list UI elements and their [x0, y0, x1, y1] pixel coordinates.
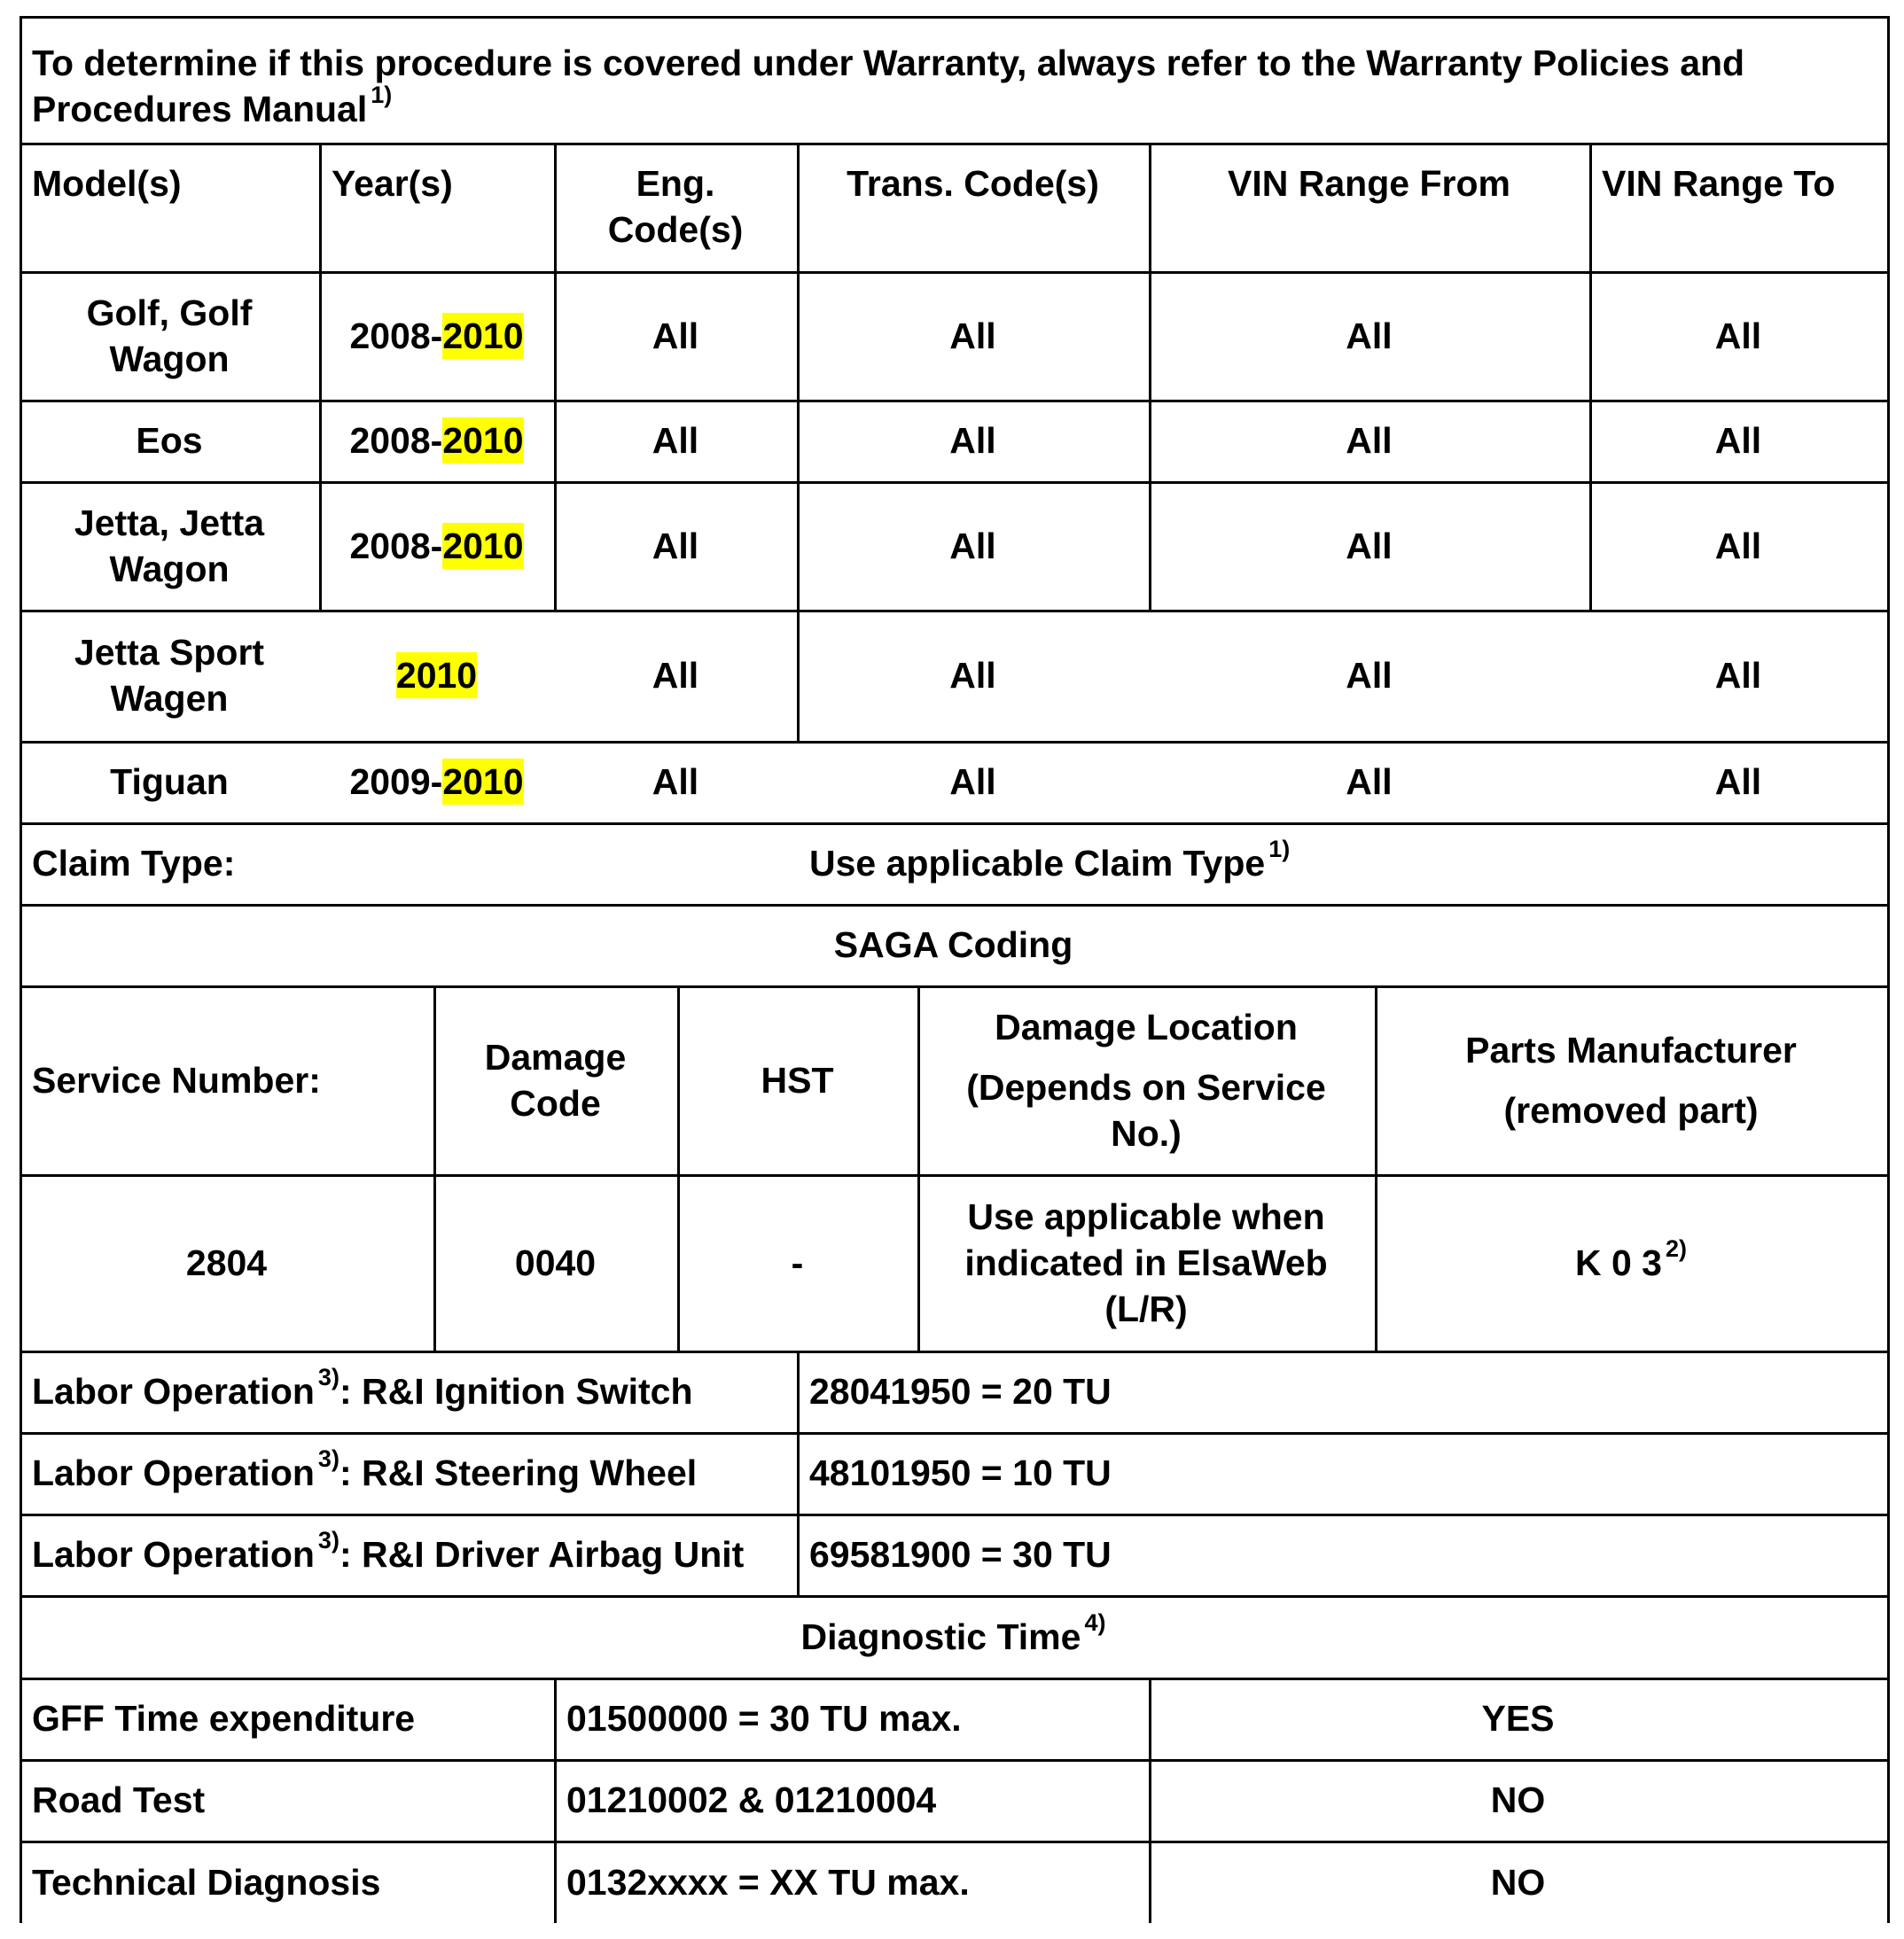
diagnostic-code: 01210002 & 01210004 [566, 1779, 937, 1820]
saga-service-number: 2804 [185, 1242, 268, 1283]
footnote-ref: 1) [371, 82, 393, 109]
footnote-ref: 4) [1084, 1608, 1106, 1636]
vin-to-cell: All [1714, 315, 1762, 356]
saga-damage-code: 0040 [514, 1242, 597, 1283]
year-from: 2008- [349, 525, 443, 566]
model-cell: Golf, Golf Wagon [86, 292, 253, 379]
year-from: 2008- [349, 315, 443, 356]
model-cell: Tiguan [110, 761, 229, 802]
damage-location-title: Damage Location [995, 1006, 1298, 1047]
saga-header-service-number: Service Number: [32, 1059, 321, 1101]
diagnostic-answer: NO [1490, 1779, 1546, 1820]
year-to-highlight: 2010 [442, 417, 523, 463]
col-header-model: Model(s) [32, 163, 182, 204]
trans-cell: All [949, 761, 996, 802]
eng-cell: All [652, 761, 699, 802]
footnote-ref: 3) [317, 1364, 339, 1391]
trans-cell: All [949, 315, 996, 356]
model-cell: Jetta Sport Wagen [74, 632, 265, 719]
diagnostic-code: 01500000 = 30 TU max. [566, 1698, 962, 1739]
claim-type-text: Use applicable Claim Type [809, 843, 1266, 884]
parts-manufacturer-title: Parts Manufacturer [1465, 1029, 1797, 1071]
labor-operation-value: 28041950 = 20 TU [809, 1371, 1112, 1412]
labor-prefix: Labor Operation [32, 1534, 315, 1575]
vin-to-cell: All [1714, 525, 1762, 566]
year-to-highlight: 2010 [396, 652, 477, 698]
diagnostic-label: Technical Diagnosis [32, 1861, 381, 1903]
trans-cell: All [949, 420, 996, 461]
diagnostic-label: GFF Time expenditure [32, 1698, 416, 1739]
year-from: 2009- [349, 761, 443, 802]
claim-type-label: Claim Type: [32, 843, 236, 884]
col-header-vin-to: VIN Range To [1602, 163, 1836, 204]
labor-prefix: Labor Operation [32, 1371, 315, 1412]
labor-suffix: : R&I Steering Wheel [339, 1452, 698, 1493]
model-cell: Jetta, Jetta Wagon [74, 502, 265, 589]
saga-header-parts-manufacturer [1375, 985, 1887, 1174]
year-cell [319, 400, 554, 481]
labor-suffix: : R&I Ignition Switch [339, 1371, 693, 1412]
saga-damage-location: Use applicable when indicated in ElsaWeb (L/R) [964, 1195, 1328, 1329]
diagnostic-answer: YES [1481, 1698, 1555, 1739]
year-to-highlight: 2010 [442, 313, 523, 359]
labor-operation-value: 69581900 = 30 TU [809, 1534, 1112, 1575]
labor-operation-label [20, 1432, 797, 1514]
col-header-eng-code: Eng. Code(s) [607, 163, 744, 250]
year-from: 2008- [349, 420, 443, 461]
rule [20, 16, 1890, 19]
diagnostic-code: 0132xxxx = XX TU max. [566, 1861, 970, 1903]
eng-cell: All [652, 655, 699, 696]
col-header-vin-from: VIN Range From [1228, 163, 1510, 204]
year-to-highlight: 2010 [442, 523, 523, 569]
labor-prefix: Labor Operation [32, 1452, 315, 1493]
eng-cell: All [652, 315, 699, 356]
parts-manufacturer-subtitle: (removed part) [1503, 1089, 1759, 1131]
parts-manufacturer-code: K 0 3 [1574, 1242, 1662, 1283]
damage-location-subtitle: (Depends on Service No.) [966, 1066, 1326, 1154]
labor-operation-label [20, 1351, 797, 1432]
saga-header-hst: HST [761, 1059, 834, 1101]
trans-cell: All [949, 655, 996, 696]
labor-operation-value: 48101950 = 10 TU [809, 1452, 1112, 1493]
warranty-notice-text: To determine if this procedure is covered under Warranty, always refer to the Warranty Policies and Procedures Manual [32, 43, 1745, 129]
model-cell: Eos [136, 420, 203, 461]
diagnostic-title [20, 1595, 1887, 1678]
eng-cell: All [652, 525, 699, 566]
claim-type-value [797, 822, 1887, 904]
year-to-highlight: 2010 [442, 759, 523, 805]
saga-header-damage-code: Damage Code [484, 1036, 627, 1124]
vin-to-cell: All [1714, 420, 1762, 461]
trans-cell: All [949, 525, 996, 566]
year-cell [319, 741, 554, 822]
col-header-year: Year(s) [332, 163, 453, 204]
labor-suffix: : R&I Driver Airbag Unit [339, 1534, 745, 1575]
year-cell [319, 271, 554, 400]
labor-operation-label [20, 1514, 797, 1595]
diagnostic-label: Road Test [32, 1779, 206, 1820]
rule [1887, 16, 1890, 1923]
saga-title: SAGA Coding [833, 924, 1073, 965]
footnote-ref: 2) [1665, 1234, 1687, 1262]
year-cell [319, 481, 554, 610]
diagnostic-answer: NO [1490, 1861, 1546, 1903]
vin-from-cell: All [1346, 420, 1393, 461]
vin-from-cell: All [1346, 315, 1393, 356]
eng-cell: All [652, 420, 699, 461]
footnote-ref: 3) [317, 1445, 339, 1473]
vin-to-cell: All [1714, 655, 1762, 696]
vin-from-cell: All [1346, 525, 1393, 566]
saga-hst: - [791, 1242, 804, 1283]
saga-parts-manufacturer [1375, 1174, 1887, 1351]
year-cell [319, 610, 554, 741]
diagnostic-title-text: Diagnostic Time [800, 1616, 1081, 1657]
warranty-notice [20, 40, 1881, 137]
vin-to-cell: All [1714, 761, 1762, 802]
footnote-ref: 1) [1268, 836, 1291, 863]
vin-from-cell: All [1346, 761, 1393, 802]
vin-from-cell: All [1346, 655, 1393, 696]
footnote-ref: 3) [317, 1527, 339, 1554]
saga-header-damage-location [917, 985, 1375, 1174]
col-header-trans-code: Trans. Code(s) [847, 163, 1099, 204]
